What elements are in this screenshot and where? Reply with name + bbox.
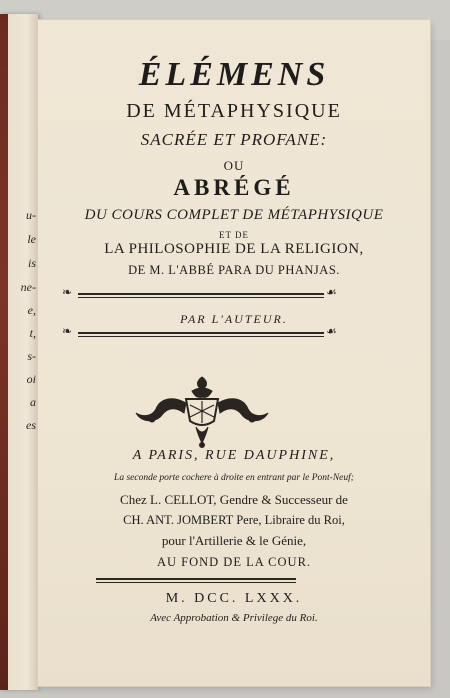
subtitle-et-de: ET DE [218, 230, 250, 240]
facing-page-text: le [27, 232, 36, 246]
facing-page-text: oi [26, 372, 36, 386]
decorative-rule [78, 332, 324, 337]
rule-ornament-right: ☙ [326, 324, 337, 338]
rule-ornament-left: ❧ [62, 285, 73, 299]
publication-date: M. DCC. LXXX. [165, 591, 303, 606]
imprint-artillerie: pour l'Artillerie & le Génie, [161, 533, 307, 548]
facing-page-text: t, [29, 326, 36, 340]
facing-page-text: is [27, 256, 36, 270]
imprint-publisher: Chez L. CELLOT, Gendre & Successeur de [120, 492, 348, 507]
rule-ornament-left: ❧ [62, 324, 73, 338]
facing-page-text: a [30, 395, 36, 409]
decorative-rule [78, 293, 324, 298]
subtitle-metaphysique: DE MÉTAPHYSIQUE [126, 100, 342, 122]
imprint-place: A PARIS, RUE DAUPHINE, [132, 448, 336, 463]
par-auteur: PAR L'AUTEUR. [180, 312, 288, 326]
rule-ornament-right: ☙ [326, 285, 337, 299]
approbation-line: Avec Approbation & Privilege du Roi. [150, 612, 318, 624]
facing-page-text: e, [27, 303, 36, 317]
facing-page-text: u- [26, 208, 36, 222]
facing-page-text: ne- [20, 280, 36, 294]
imprint-address: La seconde porte cochere à droite en entrant par le Pont-Neuf; [114, 473, 354, 483]
subtitle-sacree: SACRÉE ET PROFANE: [140, 130, 328, 149]
facing-page-text: es [26, 418, 36, 432]
subtitle-philosophie: LA PHILOSOPHIE DE LA RELIGION, [104, 241, 364, 257]
imprint-fond: AU FOND DE LA COUR. [156, 555, 312, 569]
author-line: DE M. L'ABBÉ PARA DU PHANJAS. [128, 263, 340, 277]
facing-page-text: s- [27, 349, 36, 363]
imprint-libraire: CH. ANT. JOMBERT Pere, Libraire du Roi, [123, 513, 345, 527]
title-page [38, 20, 430, 686]
book-title: ÉLÉMENS [138, 56, 330, 93]
subtitle-ou: OU [223, 158, 245, 173]
subtitle-cours: DU COURS COMPLET DE MÉTAPHYSIQUE [84, 207, 384, 223]
subtitle-abrege: ABRÉGÉ [173, 175, 295, 200]
printers-ornament-icon [132, 373, 272, 451]
decorative-rule [96, 578, 296, 583]
